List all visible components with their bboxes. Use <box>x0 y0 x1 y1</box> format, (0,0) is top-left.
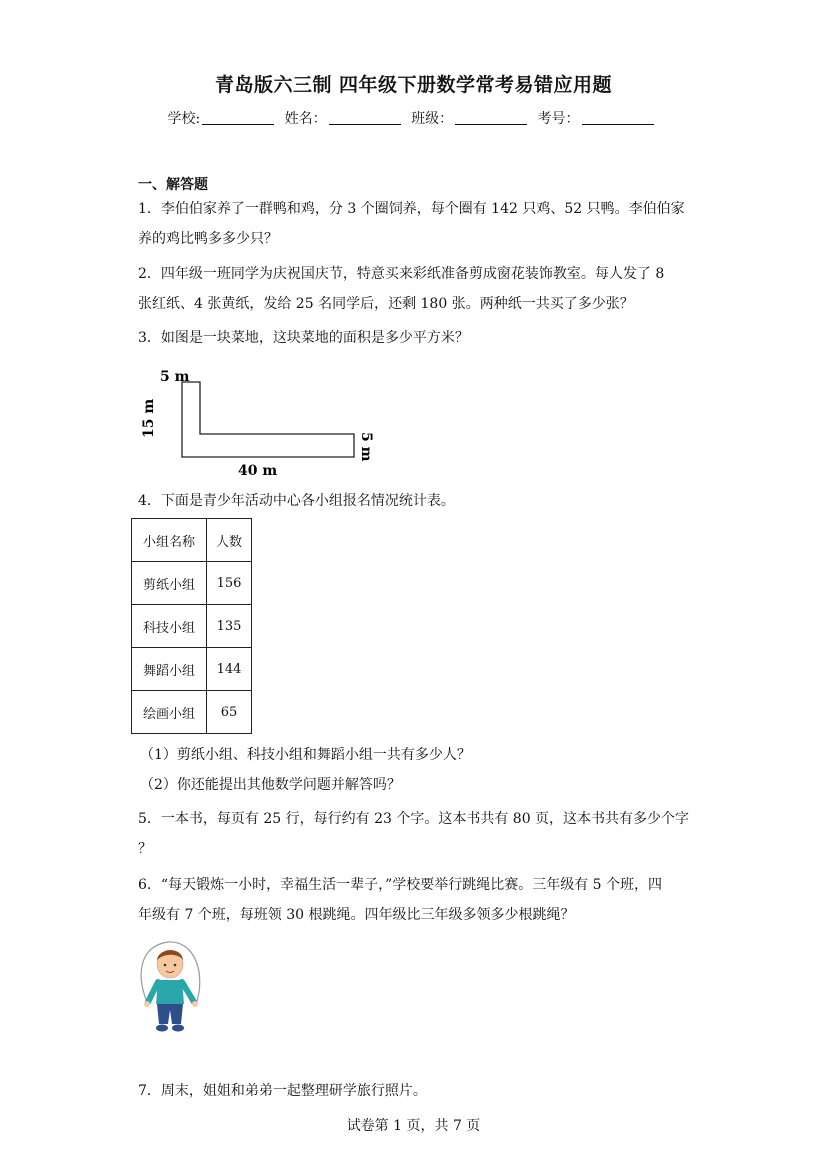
question-5-line-2: ？ <box>138 841 152 857</box>
table-cell: 135 <box>207 605 252 648</box>
top-width-label: 5 m <box>160 369 190 385</box>
table-row <box>132 562 252 605</box>
question-7-line-1: 7．周末，姐姐和弟弟一起整理研学旅行照片。 <box>138 1083 427 1099</box>
table-header-cell: 人数 <box>207 519 252 562</box>
table-cell: 舞蹈小组 <box>132 648 207 691</box>
question-4-subparts <box>140 740 700 800</box>
boy-pants <box>157 1004 183 1024</box>
question-3 <box>138 323 698 353</box>
boy-eye-left <box>164 964 167 967</box>
question-4-sub-1: （1）剪纸小组、科技小组和舞蹈小组一共有多少人？ <box>140 747 471 763</box>
table-cell: 绘画小组 <box>132 691 207 734</box>
page-title: 青岛版六三制 四年级下册数学常考易错应用题 <box>214 74 613 96</box>
question-4 <box>138 486 698 516</box>
boy-eye-right <box>174 964 177 967</box>
question-4-line-1: 4．下面是青少年活动中心各小组报名情况统计表。 <box>138 493 455 509</box>
question-1-line-2: 养的鸡比鸭多多少只？ <box>138 231 278 247</box>
school-blank[interactable] <box>202 110 274 125</box>
section-heading: 一、解答题 <box>138 177 208 193</box>
table-cell: 156 <box>207 562 252 605</box>
l-shape-outline <box>182 382 354 457</box>
left-height-label: 15 m <box>141 398 157 438</box>
question-2-line-2: 张红纸、4 张黄纸，发给 25 名同学后，还剩 180 张。两种纸一共买了多少张？ <box>138 296 634 312</box>
question-2 <box>138 259 698 319</box>
table-cell: 科技小组 <box>132 605 207 648</box>
right-height-label: 5 m <box>358 432 374 462</box>
question-1-line-1: 1．李伯伯家养了一群鸭和鸡，分 3 个圈饲养，每个圈有 142 只鸡、52 只鸭。李伯伯家 <box>138 201 685 217</box>
id-label: 考号： <box>537 111 580 127</box>
question-3-line-1: 3．如图是一块菜地，这块菜地的面积是多少平方米？ <box>138 330 469 346</box>
question-2-line-1: 2．四年级一班同学为庆祝国庆节，特意买来彩纸准备剪成窗花装饰教室。每人发了 8 <box>138 266 665 282</box>
question-5-line-1: 5．一本书，每页有 25 行，每行约有 23 个字。这本书共有 80 页，这本书共有多少个字 <box>138 811 690 827</box>
id-blank[interactable] <box>582 110 654 125</box>
table-header-row <box>132 519 252 562</box>
bottom-length-label: 40 m <box>238 463 278 479</box>
table-cell: 剪纸小组 <box>132 562 207 605</box>
question-1 <box>138 194 698 254</box>
boy-hand-left <box>144 1001 150 1007</box>
l-shape-figure <box>138 364 378 480</box>
boy-hand-right <box>192 1001 198 1007</box>
boy-shoe-right <box>172 1025 184 1032</box>
table-row <box>132 605 252 648</box>
boy-arm-right <box>182 982 194 1002</box>
class-label: 班级： <box>411 111 454 127</box>
table-cell: 65 <box>207 691 252 734</box>
table-header-cell: 小组名称 <box>132 519 207 562</box>
table-row <box>132 648 252 691</box>
table-cell: 144 <box>207 648 252 691</box>
class-blank[interactable] <box>455 110 527 125</box>
boy-shoe-left <box>156 1025 168 1032</box>
question-4-sub-2: （2）你还能提出其他数学问题并解答吗？ <box>140 777 401 793</box>
table-row <box>132 691 252 734</box>
signup-table <box>131 518 252 734</box>
school-label: 学校: <box>167 111 201 127</box>
question-7 <box>138 1076 698 1106</box>
signup-table-wrap <box>131 518 252 734</box>
name-blank[interactable] <box>329 110 401 125</box>
jump-rope-boy-illustration <box>134 938 208 1038</box>
question-6-line-1: 6．“每天锻炼一小时，幸福生活一辈子，”学校要举行跳绳比赛。三年级有 5 个班，四 <box>138 877 663 893</box>
question-6-line-2: 年级有 7 个班，每班领 30 根跳绳。四年级比三年级多领多少根跳绳？ <box>138 907 575 923</box>
question-6 <box>138 870 698 930</box>
page-footer: 试卷第 1 页，共 7 页 <box>346 1118 481 1134</box>
question-5 <box>138 804 698 864</box>
student-info-line <box>0 108 827 128</box>
name-label: 姓名： <box>284 111 327 127</box>
